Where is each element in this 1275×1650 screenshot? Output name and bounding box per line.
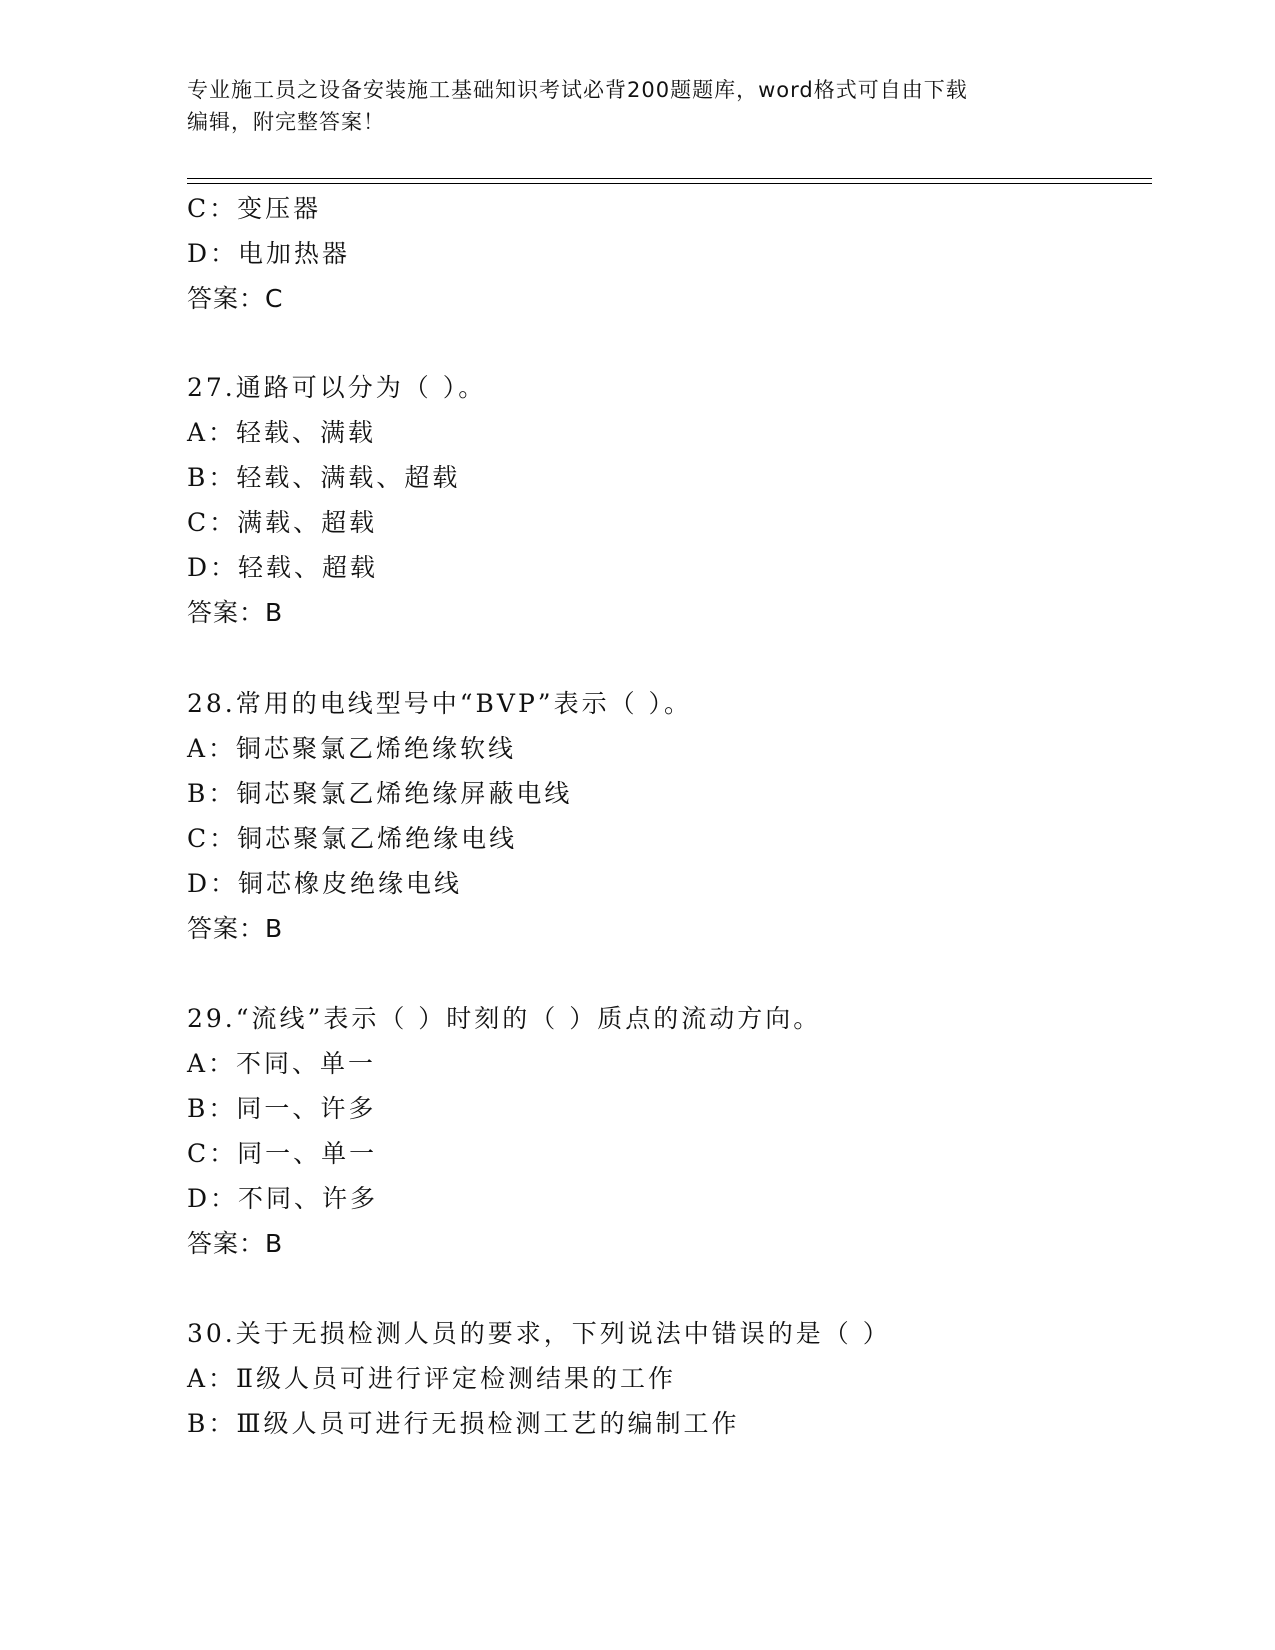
question-27-option-c: C：满载、超载	[187, 508, 378, 537]
question-28-option-a: A：铜芯聚氯乙烯绝缘软线	[187, 734, 517, 763]
question-29-stem: 29.“流线”表示（ ）时刻的（ ）质点的流动方向。	[187, 1004, 822, 1033]
option-c: C：变压器	[187, 194, 322, 223]
question-28-answer: 答案：B	[187, 914, 284, 943]
header-title-line-1: 专业施工员之设备安装施工基础知识考试必背200题题库，word格式可自由下载	[187, 78, 968, 102]
question-30-option-b: B：Ⅲ级人员可进行无损检测工艺的编制工作	[187, 1409, 740, 1438]
question-27-option-d: D：轻载、超载	[187, 553, 379, 582]
question-29-option-c: C：同一、单一	[187, 1139, 378, 1168]
question-29-option-d: D：不同、许多	[187, 1184, 379, 1213]
option-d: D：电加热器	[187, 239, 351, 268]
answer-line: 答案：C	[187, 284, 284, 313]
header-divider-top	[187, 178, 1152, 179]
question-29-option-b: B：同一、许多	[187, 1094, 377, 1123]
question-29-option-a: A：不同、单一	[187, 1049, 377, 1078]
header-divider-bottom	[187, 183, 1152, 184]
question-28-option-c: C：铜芯聚氯乙烯绝缘电线	[187, 824, 518, 853]
question-28-stem: 28.常用的电线型号中“BVP”表示（ ）。	[187, 689, 693, 718]
question-30-stem: 30.关于无损检测人员的要求，下列说法中错误的是（ ）	[187, 1319, 891, 1348]
header-title-line-2: 编辑，附完整答案！	[187, 110, 385, 134]
question-27-stem: 27.通路可以分为（ ）。	[187, 373, 487, 402]
document-header	[187, 74, 1067, 138]
question-27-option-b: B：轻载、满载、超载	[187, 463, 461, 492]
question-28-option-d: D：铜芯橡皮绝缘电线	[187, 869, 463, 898]
question-30-option-a: A：Ⅱ级人员可进行评定检测结果的工作	[187, 1364, 677, 1393]
question-28-option-b: B：铜芯聚氯乙烯绝缘屏蔽电线	[187, 779, 573, 808]
question-27-answer: 答案：B	[187, 598, 284, 627]
question-27-option-a: A：轻载、满载	[187, 418, 377, 447]
question-29-answer: 答案：B	[187, 1229, 284, 1258]
